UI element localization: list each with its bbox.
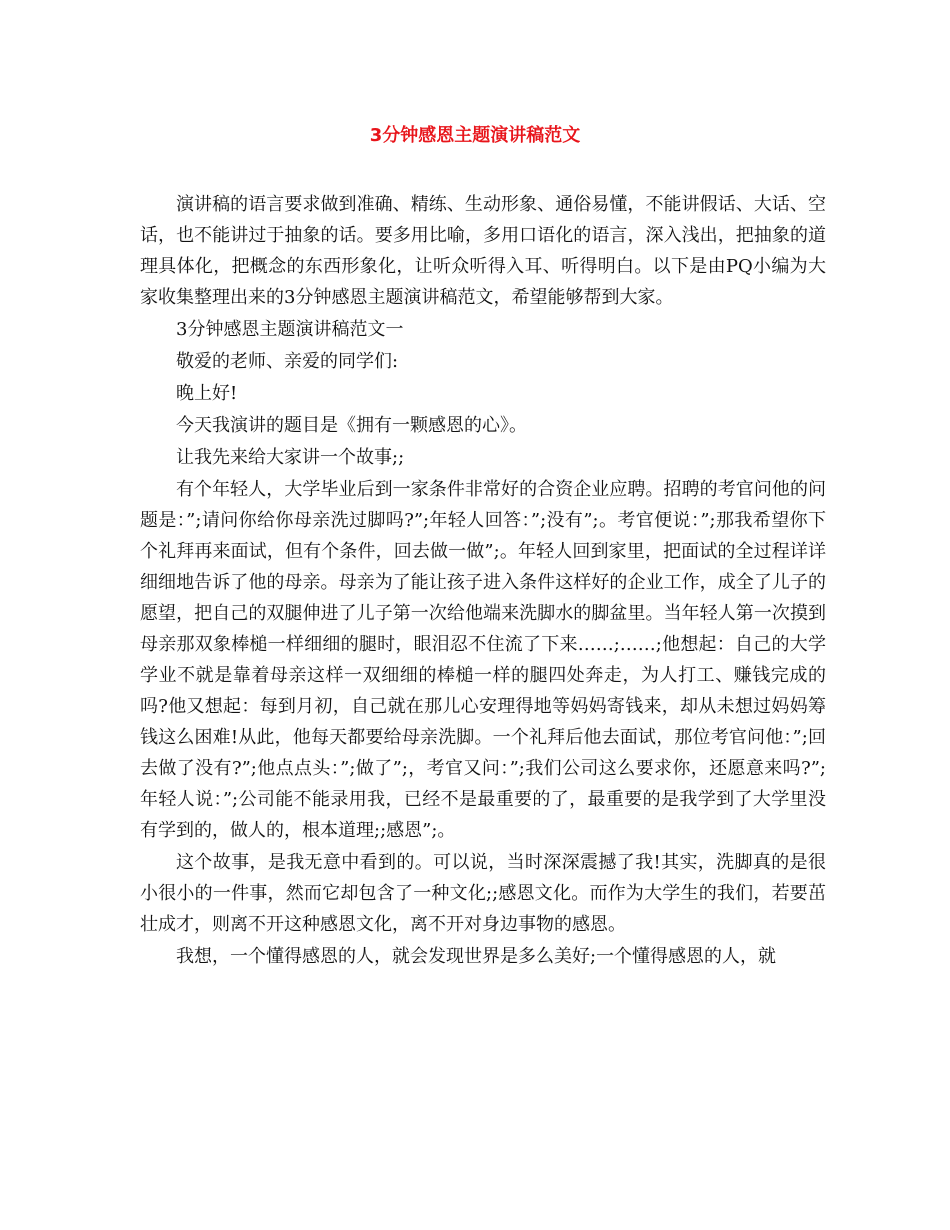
closing-paragraph: 我想，一个懂得感恩的人，就会发现世界是多么美好;一个懂得感恩的人，就 (176, 946, 777, 967)
story-paragraph: 有个年轻人，大学毕业后到一家条件非常好的合资企业应聘。招聘的考官问他的问题是：”;请问你给你母亲洗过脚吗?”;年轻人回答：”;没有”;。考官便说：”;那我希望你下个礼拜再来面试，但有个条件，回去做一做”;。年轻人回到家里，把面试的全过程详详细细地告诉了他的母亲。母亲为了能让孩子进入条件这样好的企业工作，成全了儿子的愿望，把自己的双腿伸进了儿子第一次给他端来洗脚水的脚盆里。当年轻人第一次摸到母亲那双象棒槌一样细细的腿时，眼泪忍不住流了下来……;……;他想起：自己的大学学业不就是靠着母亲这样一双细细的棒槌一样的腿四处奔走，为人打工、赚钱完成的吗?他又想起：每到月初，自己就在那儿心安理得地等妈妈寄钱来，却从未想过妈妈筹钱这么困难!从此，他每天都要给母亲洗脚。一个礼拜后他去面试，那位考官问他：”;回去做了没有?”;他点点头：”;做了”;，考官又问：”;我们公司这么要求你，还愿意来吗?”;年轻人说：”;公司能不能录用我，已经不是最重要的了，最重要的是我学到了大学里没有学到的，做人的，根本道理;;感恩”;。 (140, 479, 826, 841)
greeting: 晚上好! (176, 383, 238, 404)
salutation: 敬爱的老师、亲爱的同学们: (176, 351, 399, 372)
intro-paragraph: 演讲稿的语言要求做到准确、精练、生动形象、通俗易懂，不能讲假话、大话、空话，也不能讲过于抽象的话。要多用比喻，多用口语化的语言，深入浅出，把抽象的道理具体化，把概念的东西形象化，让听众听得入耳、听得明白。以下是由PQ小编为大家收集整理出来的3分钟感恩主题演讲稿范文，希望能够帮到大家。 (140, 194, 826, 308)
document-title: 3分钟感恩主题演讲稿范文 (369, 125, 581, 146)
document-body (140, 189, 826, 973)
speech-topic: 今天我演讲的题目是《拥有一颗感恩的心》。 (176, 415, 527, 436)
story-intro: 让我先来给大家讲一个故事;; (176, 447, 405, 468)
reflection-paragraph: 这个故事，是我无意中看到的。可以说，当时深深震撼了我!其实，洗脚真的是很小很小的一件事，然而它却包含了一种文化;;感恩文化。而作为大学生的我们，若要茁壮成才，则离不开这种感恩文化，离不开对身边事物的感恩。 (140, 852, 826, 935)
section-heading: 3分钟感恩主题演讲稿范文一 (176, 319, 404, 340)
